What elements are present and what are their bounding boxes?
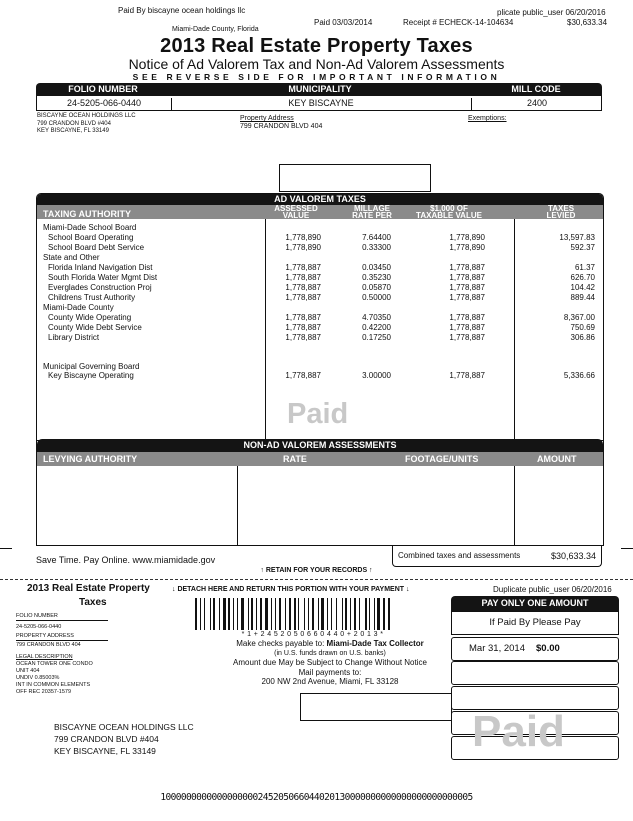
amount-box-2 — [451, 661, 619, 685]
taxable-value: 1,778,887 — [449, 283, 485, 292]
barcode-bar — [345, 598, 347, 630]
taxes-levied: 626.70 — [570, 273, 595, 282]
barcode-bar — [321, 598, 324, 630]
stub-title-2: Taxes — [79, 597, 107, 608]
barcode-bar — [304, 598, 305, 630]
due-amount: $0.00 — [536, 643, 560, 654]
municipal-taxable: 1,778,887 — [449, 371, 485, 380]
taxable-value: 1,778,887 — [449, 323, 485, 332]
barcode-bar — [200, 598, 201, 630]
combined-label: Combined taxes and assessments — [398, 551, 521, 560]
barcode-bar — [383, 598, 385, 630]
taxable-value: 1,778,887 — [449, 333, 485, 342]
table-row — [37, 323, 603, 333]
barcode-bar — [223, 598, 226, 630]
assessed-value: 1,778,887 — [285, 273, 321, 282]
document-subtitle: Notice of Ad Valorem Tax and Non-Ad Valorem Assessments — [128, 56, 505, 72]
stub-duplicate: Duplicate public_user 06/20/2016 — [493, 585, 612, 594]
taxes-levied: 8,367.00 — [563, 313, 595, 322]
taxable-value: 1,778,890 — [449, 233, 485, 242]
property-address: 799 CRANDON BLVD 404 — [240, 123, 323, 130]
barcode-bar — [377, 598, 380, 630]
stub-property-address-label: PROPERTY ADDRESS — [16, 633, 108, 641]
taxes-levied: 61.37 — [574, 263, 595, 272]
combined-box — [392, 545, 602, 567]
stub-legal-1: OCEAN TOWER ONE CONDO — [16, 661, 93, 667]
header-taxing-authority: TAXING AUTHORITY — [43, 209, 131, 219]
checks-line-3: Amount due May be Subject to Change Without Notice — [233, 658, 427, 667]
millage-rate: 0.50000 — [362, 293, 391, 302]
paid-watermark: Paid — [287, 398, 349, 430]
table-row — [37, 233, 603, 243]
stub-owner-block — [54, 721, 194, 757]
barcode-bar — [233, 598, 234, 630]
ad-valorem-table — [36, 193, 604, 441]
checks-line-4: Mail payments to: — [298, 667, 362, 677]
owner-address-1: 799 CRANDON BLVD #404 — [37, 120, 111, 127]
barcode-bar — [275, 598, 276, 630]
stub-folio: 24-5205-066-0440 — [16, 624, 62, 630]
owner-name: BISCAYNE OCEAN HOLDINGS LLC — [37, 113, 136, 119]
barcode-bar — [260, 598, 262, 630]
barcode-bar — [342, 598, 343, 630]
assessed-value: 1,778,887 — [285, 333, 321, 342]
tax-authority: County Wide Operating — [48, 313, 132, 322]
millage-rate: 0.33300 — [362, 243, 391, 252]
barcode-bar — [298, 598, 299, 630]
empty-box — [279, 164, 431, 192]
municipality: KEY BISCAYNE — [288, 98, 354, 108]
detach-line — [0, 579, 633, 580]
taxes-levied: 104.42 — [570, 283, 595, 292]
header-taxes-levied — [531, 205, 591, 219]
header-taxable-value — [399, 205, 499, 219]
stub-title-1: 2013 Real Estate Property — [27, 583, 150, 594]
property-address-block — [240, 115, 322, 131]
barcode-bar — [285, 598, 286, 630]
table-row — [37, 283, 603, 293]
taxable-value: 1,778,887 — [449, 263, 485, 272]
folio-label: FOLIO NUMBER — [68, 84, 138, 94]
table-row — [37, 263, 603, 273]
barcode-bar — [289, 598, 291, 630]
millage-rate: 0.35230 — [362, 273, 391, 282]
checks-line-5: 200 NW 2nd Avenue, Miami, FL 33128 — [261, 677, 399, 686]
municipal-group: Municipal Governing Board — [43, 362, 140, 371]
ad-valorem-headers — [37, 205, 603, 219]
owner-block — [37, 113, 136, 136]
millage-rate: 0.42200 — [362, 323, 391, 332]
table-row — [37, 243, 603, 253]
municipal-authority: Key Biscayne Operating — [48, 371, 134, 380]
barcode-bar — [256, 598, 257, 630]
county: Miami-Dade County, Florida — [172, 26, 259, 33]
header-assessed-1: ASSESSED — [274, 204, 318, 213]
barcode-bar — [388, 598, 390, 630]
nav-divider-2 — [514, 466, 515, 545]
barcode-bar — [318, 598, 319, 630]
header-assessed-2: VALUE — [282, 211, 310, 220]
document-title: 2013 Real Estate Property Taxes — [160, 35, 473, 57]
header-assessed-value — [265, 205, 327, 219]
municipal-rate: 3.00000 — [362, 371, 391, 380]
non-ad-valorem-headers — [37, 452, 603, 466]
barcode-bar — [279, 598, 281, 630]
header-values — [36, 96, 602, 111]
non-ad-valorem-title: NON-AD VALOREM ASSESSMENTS — [37, 439, 603, 452]
municipal-row — [37, 371, 603, 381]
detach-note: ↓ DETACH HERE AND RETURN THIS PORTION WITH YOUR PAYMENT ↓ — [172, 586, 410, 593]
if-paid-box — [451, 611, 619, 635]
barcode-bar — [336, 598, 337, 630]
mill-code: 2400 — [471, 98, 602, 110]
stub-owner-address-1: 799 CRANDON BLVD #404 — [54, 734, 159, 744]
barcode-bar — [327, 598, 328, 630]
tax-authority: School Board Debt Service — [48, 243, 145, 252]
header-taxable-1: $1,000 OF — [430, 204, 468, 213]
stub-legal-4: INT IN COMMON ELEMENTS — [16, 682, 91, 688]
barcode-bar — [251, 598, 253, 630]
barcode-bar — [369, 598, 370, 630]
stub-empty-box — [300, 693, 452, 721]
combined-amount: $30,633.34 — [550, 551, 596, 561]
stub-owner-address-2: KEY BISCAYNE, FL 33149 — [54, 746, 156, 756]
barcode-bar — [228, 598, 230, 630]
assessed-value: 1,778,887 — [285, 263, 321, 272]
taxes-levied: 592.37 — [570, 243, 595, 252]
millage-rate: 0.03450 — [362, 263, 391, 272]
tax-authority: Library District — [48, 333, 100, 342]
barcode-bar — [294, 598, 296, 630]
table-row — [37, 273, 603, 283]
due-date: Mar 31, 2014 — [469, 643, 525, 654]
non-ad-valorem-table — [36, 439, 604, 546]
duplicate-note: plicate public_user 06/20/2016 — [497, 8, 606, 17]
barcode-bar — [213, 598, 215, 630]
paid-by: Paid By biscayne ocean holdings llc — [118, 6, 246, 15]
barcode-bar — [350, 598, 351, 630]
stub-paid-watermark: Paid — [472, 707, 565, 756]
tax-authority: County Wide Debt Service — [48, 323, 142, 332]
owner-address-2: KEY BISCAYNE, FL 33149 — [37, 128, 109, 134]
exemptions-label: Exemptions: — [468, 115, 507, 122]
amount-box-1 — [451, 637, 619, 661]
check-instructions — [205, 639, 455, 687]
barcode-bar — [219, 598, 220, 630]
fold-mark-left — [0, 548, 12, 549]
folio-number: 24-5205-066-0440 — [37, 98, 172, 110]
barcode-text: * 1 + 2 4 5 2 0 5 0 6 6 0 4 4 0 + 2 0 1 3 * — [241, 631, 384, 638]
taxes-levied: 13,597.83 — [559, 233, 595, 242]
barcode-bar — [237, 598, 238, 630]
header-levied-1: TAXES — [547, 204, 575, 213]
table-row — [37, 313, 603, 323]
table-row — [37, 303, 603, 313]
stub-property-address: 799 CRANDON BLVD 404 — [16, 642, 81, 648]
barcode-bar — [359, 598, 360, 630]
assessed-value: 1,778,887 — [285, 283, 321, 292]
header-taxable-2: TAXABLE VALUE — [416, 211, 482, 220]
barcode-bar — [195, 598, 197, 630]
taxes-levied: 306.86 — [570, 333, 595, 342]
municipal-levied: 5,336.66 — [563, 371, 595, 380]
taxable-value: 1,778,887 — [449, 273, 485, 282]
header-millage-2: RATE PER — [352, 211, 392, 220]
taxable-value: 1,778,887 — [449, 293, 485, 302]
barcode-bar — [331, 598, 332, 630]
millage-rate: 0.05870 — [362, 283, 391, 292]
header-millage — [341, 205, 403, 219]
assessed-value: 1,778,887 — [285, 313, 321, 322]
header-levied-2: LEVIED — [546, 211, 576, 220]
table-row — [37, 253, 603, 263]
stub-folio-label: FOLIO NUMBER — [16, 613, 108, 621]
taxes-levied: 889.44 — [570, 293, 595, 302]
header-millage-1: MILLAGE — [354, 204, 390, 213]
barcode-bar — [365, 598, 367, 630]
retain-note: ↑ RETAIN FOR YOUR RECORDS ↑ — [260, 567, 373, 574]
stub-left-info — [16, 613, 108, 696]
checks-payee: Miami-Dade Tax Collector — [326, 639, 424, 648]
assessed-value: 1,778,890 — [285, 233, 321, 242]
municipality-label: MUNICIPALITY — [288, 84, 352, 94]
tax-authority: State and Other — [43, 253, 100, 262]
millage-rate: 0.17250 — [362, 333, 391, 342]
if-paid-label: If Paid By Please Pay — [489, 617, 581, 628]
tax-authority: Miami-Dade County — [43, 303, 114, 312]
barcode-bar — [241, 598, 244, 630]
header-footage: FOOTAGE/UNITS — [405, 454, 479, 464]
taxable-value: 1,778,890 — [449, 243, 485, 252]
checks-payable-label: Make checks payable to: — [236, 639, 327, 648]
barcode-bar — [210, 598, 211, 630]
table-row — [37, 333, 603, 343]
barcode-bar — [248, 598, 249, 630]
checks-line-2: (in U.S. funds drawn on U.S. banks) — [274, 649, 386, 657]
assessed-value: 1,778,890 — [285, 243, 321, 252]
municipal-assessed: 1,778,887 — [285, 371, 321, 380]
pay-online: Save Time. Pay Online. www.miamidade.gov — [36, 555, 216, 565]
millcode-label: MILL CODE — [511, 84, 561, 94]
nav-divider-1 — [237, 466, 238, 545]
ocr-scan-line: 1000000000000000000245205066044020130000000000000000000000005 — [160, 792, 473, 803]
ad-valorem-title: AD VALOREM TAXES — [37, 194, 603, 205]
header-rate: RATE — [283, 454, 307, 464]
taxes-levied: 750.69 — [570, 323, 595, 332]
header-bar — [36, 83, 602, 96]
checks-line-1 — [205, 639, 455, 649]
pay-only-one-amount: PAY ONLY ONE AMOUNT — [451, 596, 619, 611]
tax-authority: Florida Inland Navigation Dist — [48, 263, 153, 272]
table-row — [37, 223, 603, 233]
assessed-value: 1,778,887 — [285, 293, 321, 302]
ad-valorem-rows — [37, 223, 603, 343]
barcode-bar — [354, 598, 356, 630]
barcode-bar — [308, 598, 309, 630]
fold-mark-right — [621, 548, 633, 549]
paid-date: Paid 03/03/2014 — [314, 18, 373, 27]
stub-legal-label: LEGAL DESCRIPTION — [16, 654, 73, 660]
property-address-label: Property Address — [240, 115, 294, 122]
tax-authority: Miami-Dade School Board — [43, 223, 137, 232]
millage-rate: 7.64400 — [362, 233, 391, 242]
barcode-bar — [265, 598, 268, 630]
tax-authority: Everglades Construction Proj — [48, 283, 152, 292]
barcode-bar — [271, 598, 272, 630]
receipt-number: Receipt # ECHECK-14-104634 — [403, 18, 514, 27]
stub-legal-5: OFF REC 20357-1579 — [16, 689, 72, 695]
stub-legal-3: UNDIV 0.85003% — [16, 675, 60, 681]
header-levying-authority: LEVYING AUTHORITY — [43, 454, 138, 464]
reverse-side-note: SEE REVERSE SIDE FOR IMPORTANT INFORMATION — [132, 72, 501, 82]
header-amount: AMOUNT — [537, 454, 577, 464]
tax-authority: South Florida Water Mgmt Dist — [48, 273, 158, 282]
tax-authority: School Board Operating — [48, 233, 134, 242]
assessed-value: 1,778,887 — [285, 323, 321, 332]
stub-owner-name: BISCAYNE OCEAN HOLDINGS LLC — [54, 722, 194, 732]
taxable-value: 1,778,887 — [449, 313, 485, 322]
millage-rate: 4.70350 — [362, 313, 391, 322]
barcode-bar — [374, 598, 375, 630]
table-row — [37, 293, 603, 303]
top-amount: $30,633.34 — [567, 18, 608, 27]
stub-legal-2: UNIT 404 — [16, 668, 40, 674]
barcode-bar — [312, 598, 314, 630]
tax-authority: Childrens Trust Authority — [48, 293, 136, 302]
barcode-bar — [204, 598, 205, 630]
